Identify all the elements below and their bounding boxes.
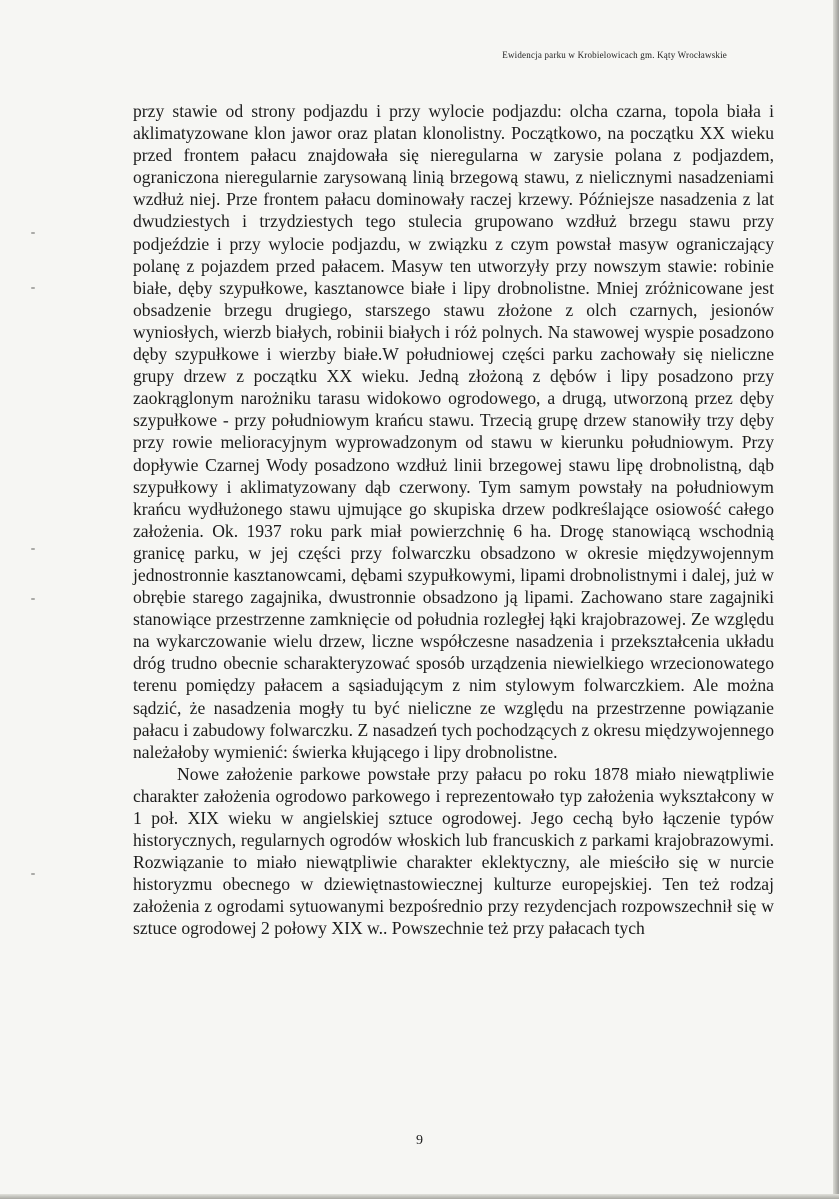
scan-edge-bottom xyxy=(0,1194,839,1199)
running-header: Ewidencja parku w Krobielowicach gm. Kąty Wrocławskie xyxy=(502,50,727,60)
scan-artifact-mark xyxy=(31,287,35,289)
scan-edge-right xyxy=(833,0,839,1199)
paragraph-1: przy stawie od strony podjazdu i przy wylocie podjazdu: olcha czarna, topola biała i aklimatyzowane klon jawor oraz platan klonolistny. Początkowo, na początku XX wieku przed frontem pałacu znajdowała się nieregularna w zarysie polana z podjazdem, ograniczona nieregularnie zarysowaną linią brzegową stawu, z nielicznymi nasadzeniami wzdłuż niej. Prze frontem pałacu dominowały raczej krzewy. Późniejsze nasadzenia z lat dwudziestych i trzydziestych tego stulecia grupowano wzdłuż brzegu stawu przy podjeździe i przy wylocie podjazdu, w związku z czym powstał masyw ograniczający polanę z pojazdem przed pałacem. Masyw ten utworzyły przy nowszym stawie: robinie białe, dęby szypułkowe, kasztanowce białe i lipy drobnolistne. Mniej zróżnicowane jest obsadzenie brzegu drugiego, starszego stawu złożone z olch czarnych, jesionów wyniosłych, wierzb białych, robinii białych i róż polnych. Na stawowej wyspie posadzono dęby szypułkowe i wierzby białe.W południowej części parku zachowały się nieliczne grupy drzew z początku XX wieku. Jedną złożoną z dębów i lipy posadzono przy zaokrąglonym narożniku tarasu widokowo ogrodowego, a drugą, utworzoną przez dęby szypułkowe - przy południowym krańcu stawu. Trzecią grupę drzew stanowiły trzy dęby przy rowie melioracyjnym wyprowadzonym od stawu w kierunku południowym. Przy dopływie Czarnej Wody posadzono wzdłuż linii brzegowej stawu lipę drobnolistną, dąb szypułkowy i aklimatyzowany dąb czerwony. Tym samym powstały na południowym krańcu wydłużonego stawu ujmujące go skupiska drzew podkreślające osiowość całego założenia. Ok. 1937 roku park miał powierzchnię 6 ha. Drogę stanowiącą wschodnią granicę parku, w jej części przy folwarczku obsadzono w okresie międzywojennym jednostronnie kasztanowcami, dębami szypułkowymi, lipami drobnolistnymi i dalej, już w obrębie starego zagajnika, dwustronnie obsadzono ją lipami. Zachowano stare zagajniki stanowiące przestrzenne zamknięcie od południa rozległej łąki krajobrazowej. Ze względu na wykarczowanie wielu drzew, liczne współczesne nasadzenia i przekształcenia układu dróg trudno obecnie scharakteryzować sposób urządzenia niewielkiego wrzecionowatego terenu pomiędzy pałacem a sąsiadującym z nim stylowym folwarczkiem. Ale można sądzić, że nasadzenia mogły tu być nieliczne ze względu na przestrzenne powiązanie pałacu i zabudowy folwarczku. Z nasadzeń tych pochodzących z okresu międzywojennego należałoby wymienić: świerka kłującego i lipy drobnolistne. xyxy=(133,101,774,762)
scan-artifact-mark xyxy=(31,548,35,550)
scan-artifact-mark xyxy=(31,598,35,600)
scan-artifact-mark xyxy=(31,232,35,234)
paragraph-2: Nowe założenie parkowe powstałe przy pałacu po roku 1878 miało niewątpliwie charakter założenia ogrodowo parkowego i reprezentowało typ założenia wykształcony w 1 poł. XIX wieku w angielskiej sztuce ogrodowej. Jego cechą było łączenie typów historycznych, regularnych ogrodów włoskich lub francuskich z parkami krajobrazowymi. Rozwiązanie to miało niewątpliwie charakter eklektyczny, ale mieściło się w nurcie historyzmu obecnego w dziewiętnastowiecznej kulturze europejskiej. Ten też rodzaj założenia z ogrodami sytuowanymi bezpośrednio przy rezydencjach rozpowszechnił się w sztuce ogrodowej 2 połowy XIX w.. Powszechnie też przy pałacach tych xyxy=(133,763,774,939)
scan-artifact-mark xyxy=(31,873,35,875)
page-number: 9 xyxy=(416,1133,423,1148)
body-text xyxy=(133,100,774,940)
